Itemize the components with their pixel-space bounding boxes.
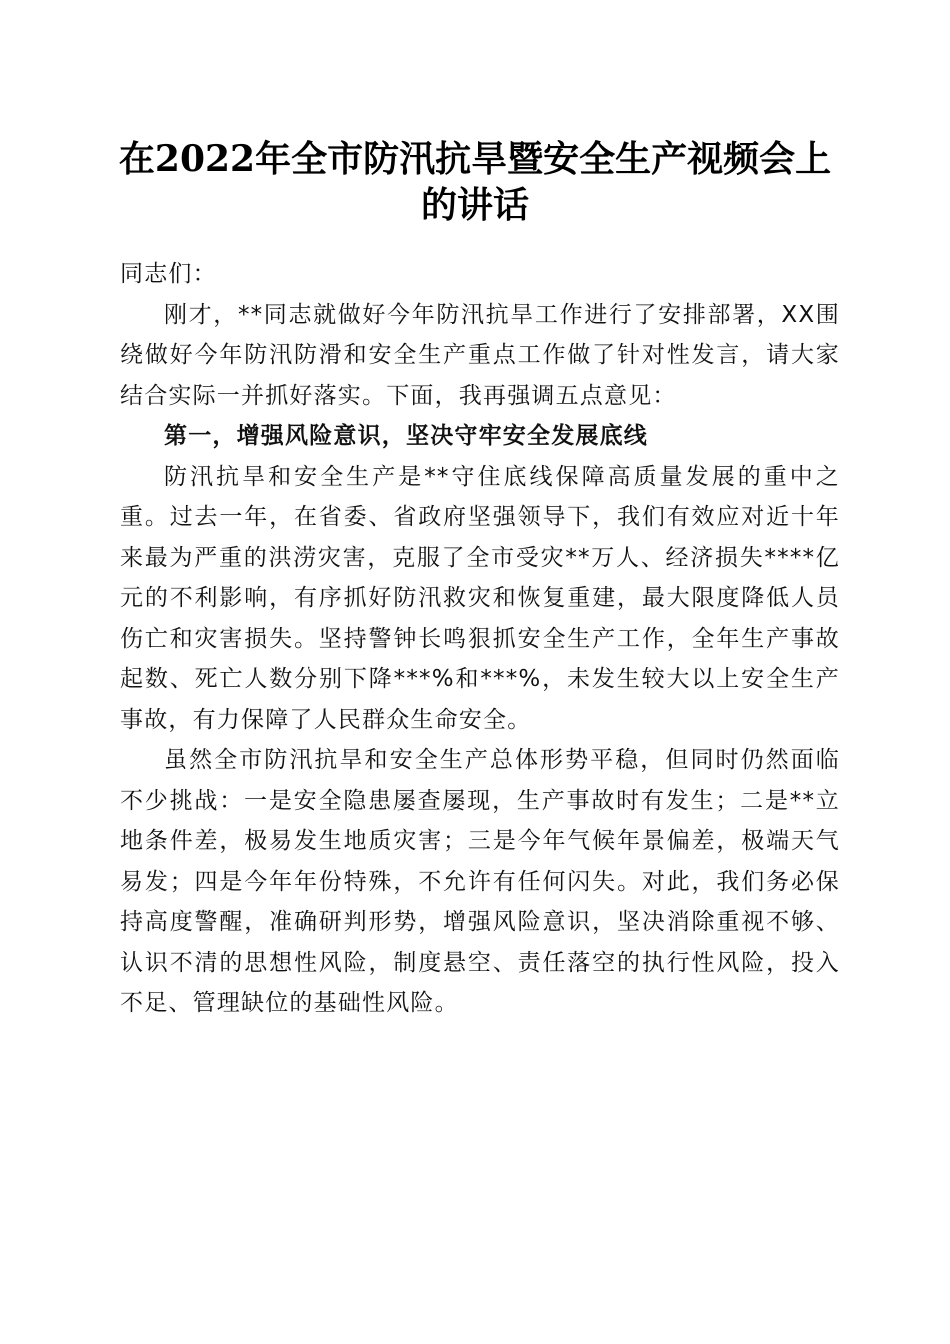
document-title: [100, 136, 850, 228]
section-heading-1: 第一，增强风险意识，坚决守牢安全发展底线: [164, 423, 648, 449]
document-body: [120, 254, 840, 1024]
paragraph-challenges: 虽然全市防汛抗旱和安全生产总体形势平稳，但同时仍然面临不少挑战：一是安全隐患屡查屡现，生产事故时有发生；二是**立地条件差，极易发生地质灾害；三是今年气候年景偏差，极端天气易发；四是今年年份特殊，不允许有任何闪失。对此，我们务必保持高度警醒，准确研判形势，增强风险意识，坚决消除重视不够、认识不清的思想性风险，制度悬空、责任落空的执行性风险，投入不足、管理缺位的基础性风险。: [120, 747, 840, 1016]
paragraph-review: 防汛抗旱和安全生产是**守住底线保障高质量发展的重中之重。过去一年，在省委、省政府坚强领导下，我们有效应对近十年来最为严重的洪涝灾害，克服了全市受灾**万人、经济损失****亿元的不利影响，有序抓好防汛救灾和恢复重建，最大限度降低人员伤亡和灾害损失。坚持警钟长鸣狠抓安全生产工作，全年生产事故起数、死亡人数分别下降***%和***%，未发生较大以上安全生产事故，有力保障了人民群众生命安全。: [120, 463, 840, 733]
title-line-1: 在2022年全市防汛抗旱暨安全生产视频会上: [118, 138, 832, 180]
salutation: 同志们：: [120, 261, 217, 287]
paragraph-intro: 刚才，**同志就做好今年防汛抗旱工作进行了安排部署，XX围绕做好今年防汛防滑和安全生产重点工作做了针对性发言，请大家结合实际一并抓好落实。下面，我再强调五点意见：: [120, 301, 840, 409]
title-line-2: 的讲话: [420, 184, 529, 226]
